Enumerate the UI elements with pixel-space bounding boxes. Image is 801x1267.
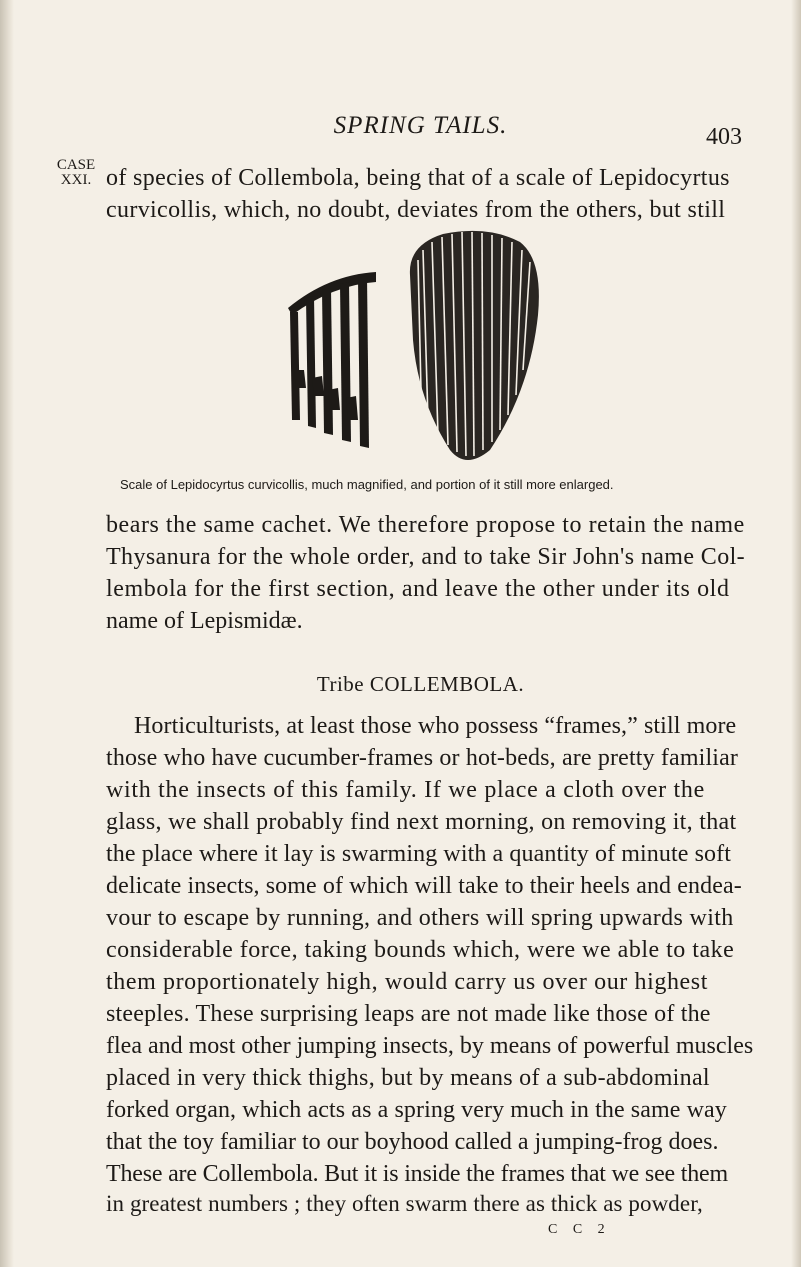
running-head: SPRING TAILS. (333, 112, 508, 139)
body2-line-3: with the insects of this family. If we place a cloth over the (106, 777, 705, 803)
figure-caption: Scale of Lepidocyrtus curvicollis, much magnified, and portion of it still more enlarged. (120, 477, 614, 492)
page-edge-shadow-left (0, 0, 14, 1267)
signature-mark: C C 2 (548, 1222, 611, 1237)
body2-line-8: considerable force, taking bounds which, were we able to take (106, 937, 735, 963)
case-label (56, 158, 96, 188)
body2-line-12: placed in very thick thighs, but by means of a sub-abdominal (106, 1065, 710, 1091)
body1-line-3: lembola for the first section, and leave the other under its old (106, 576, 730, 602)
intro-line-1: of species of Collembola, being that of a scale of Lepidocyrtus (106, 165, 730, 191)
body2-line-16: in greatest numbers ; they often swarm there as thick as powder, (106, 1191, 703, 1216)
body2-line-10: steeples. These surprising leaps are not made like those of the (106, 1001, 711, 1027)
body2-line-11: flea and most other jumping insects, by means of powerful muscles (106, 1033, 754, 1059)
scale-illustration (258, 220, 718, 465)
body2-line-9: them proportionately high, would carry us over our highest (106, 969, 709, 995)
body2-line-15: These are Collembola. But it is inside the frames that we see them (106, 1161, 728, 1187)
body2-line-14: that the toy familiar to our boyhood called a jumping-frog does. (106, 1129, 719, 1155)
body1-line-1: bears the same cachet. We therefore propose to retain the name (106, 512, 745, 538)
case-label-line1: CASE (56, 157, 96, 173)
body2-line-4: glass, we shall probably find next morning, on removing it, that (106, 809, 737, 835)
body2-line-6: delicate insects, some of which will take to their heels and endea- (106, 873, 742, 899)
body2-line-2: those who have cucumber-frames or hot-beds, are pretty familiar (106, 745, 739, 771)
body2-line-7: vour to escape by running, and others will spring upwards with (106, 905, 734, 931)
case-label-line2: XXI. (60, 172, 92, 188)
body2-line-1: Horticulturists, at least those who possess “frames,” still more (134, 713, 737, 739)
body1-line-2: Thysanura for the whole order, and to take Sir John's name Col- (106, 544, 746, 570)
scale-portion-enlarged (288, 272, 376, 448)
page-number: 403 (706, 124, 742, 150)
body2-line-13: forked organ, which acts as a spring very much in the same way (106, 1097, 727, 1123)
body1-line-4: name of Lepismidæ. (106, 608, 303, 634)
page-edge-shadow-right (791, 0, 801, 1267)
intro-line-2: curvicollis, which, no doubt, deviates from the others, but still (106, 197, 726, 223)
scale-whole-magnified (410, 231, 539, 460)
section-heading: Tribe COLLEMBOLA. (316, 672, 525, 696)
body2-line-5: the place where it lay is swarming with a quantity of minute soft (106, 841, 732, 867)
